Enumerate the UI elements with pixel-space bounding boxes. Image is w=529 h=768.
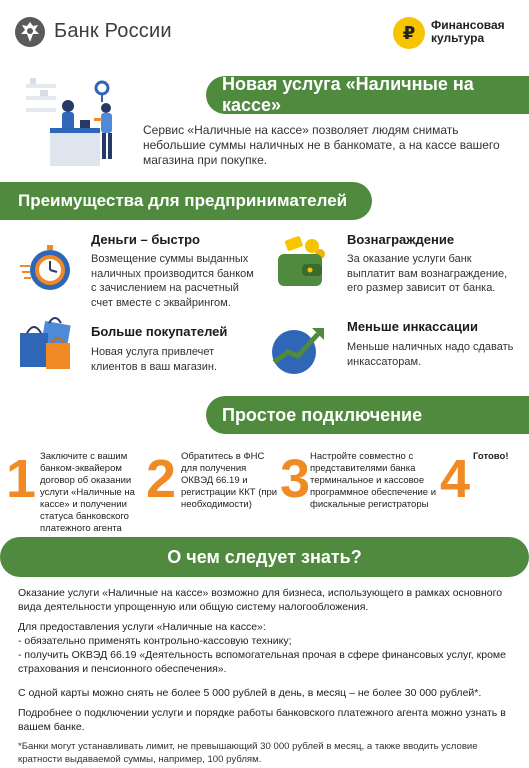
svg-text:₽: ₽ [402,23,416,44]
benefit-title-reward: Вознаграждение [347,232,455,247]
banner-benefits: Преимущества для предпринимателей [0,182,372,220]
benefit-title-less-collection: Меньше инкассации [347,319,478,334]
fin-culture-line1: Финансовая [431,18,505,32]
step-text-4: Готово! [473,451,509,462]
step-number-3: 3 [280,449,311,509]
info-p2-item1: - обязательно применять контрольно-кассовую технику; [18,635,292,647]
benefit-title-more-customers: Больше покупателей [91,324,228,339]
step-text-1: Заключите с вашим банком-эквайером договор об оказании услуги «Наличные на кассе» и получении статуса банковского платежного агента [40,451,135,534]
info-p2-item2: - получить ОКВЭД 66.19 «Деятельность вспомогательная прочая в сфере финансовых услуг, кроме страхования и пенсионного обеспечения». [18,649,506,675]
info-paragraph-3: С одной карты можно снять не более 5 000 рублей в день, в месяц – не более 30 000 рублей*. [18,687,482,699]
step-text-3: Настройте совместно с представителями банка терминальное и кассовое программное обеспечение и фискальные регистраторы [310,451,437,510]
wallet-coins-icon [272,234,332,294]
info-paragraph-1: Оказание услуги «Наличные на кассе» возможно для бизнеса, использующего в рамках основного вида деятельности упрощенную или общую систему налогообложения. [18,587,503,613]
step-text-2: Обратитесь в ФНС для получения ОКВЭД 66.19 и регистрации ККТ (при необходимости) [181,451,278,510]
growth-arrow-icon [268,316,328,376]
cashier-illustration [22,76,142,176]
benefit-text-money-fast: Возмещение суммы выданных наличных производится банком с зачислением на расчетный счет вместе с эквайрингом. [91,253,254,309]
benefit-text-reward: За оказание услуги банк выплатит вам вознаграждение, его размер зависит от банка. [347,253,508,294]
banner-new-service: Новая услуга «Наличные на кассе» [206,76,529,114]
bank-of-russia-emblem-icon [14,16,46,48]
bank-name: Банк России [54,20,172,42]
intro-text: Сервис «Наличные на кассе» позволяет людям снимать небольшие суммы наличных не в банкомате, а на кассе вашего магазина при покупке. [143,123,500,167]
info-paragraph-2 [18,620,514,676]
benefit-title-money-fast: Деньги – быстро [91,232,200,247]
banner-what-to-know: О чем следует знать? [0,537,529,577]
banner-simple-connection: Простое подключение [206,396,529,434]
benefit-text-more-customers: Новая услуга привлечет клиентов в ваш магазин. [91,346,218,373]
stopwatch-icon [18,238,78,298]
info-p2-title: Для предоставления услуги «Наличные на кассе»: [18,621,266,633]
info-paragraph-4: Подробнее о подключении услуги и порядке работы банковского платежного агента можно узнать в вашем банке. [18,707,506,733]
financial-culture-logo-icon [392,16,426,50]
shopping-bags-icon [16,313,76,373]
financial-culture-title [431,19,505,45]
fin-culture-line2: культура [431,31,485,45]
footnote: *Банки могут устанавливать лимит, не превышающий 30 000 рублей в месяц, а также вводить условие кратности выдаваемой суммы, например, 100 рублям. [18,741,478,765]
step-number-1: 1 [6,449,37,509]
benefit-text-less-collection: Меньше наличных надо сдавать инкассаторам. [347,341,514,368]
step-number-2: 2 [146,449,177,509]
step-number-4: 4 [440,449,471,509]
